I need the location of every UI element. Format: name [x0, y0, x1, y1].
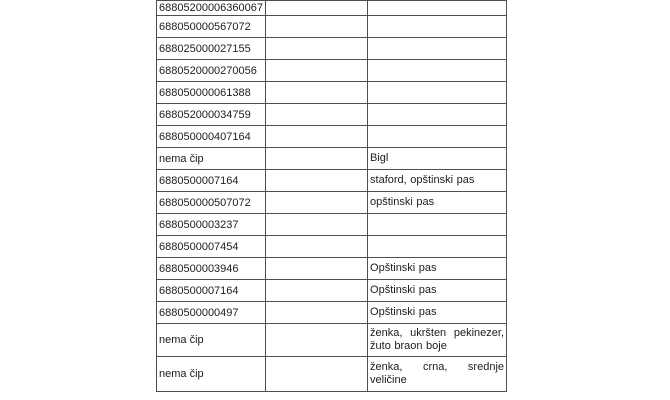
empty-cell	[266, 357, 368, 392]
chip-cell: 68805200006360067	[157, 1, 266, 16]
description-cell: Opštinski pas	[368, 302, 507, 324]
table-body	[157, 1, 507, 392]
table-row	[157, 258, 507, 280]
chip-cell: nema čip	[157, 148, 266, 170]
table-row	[157, 214, 507, 236]
empty-cell	[266, 214, 368, 236]
description-cell	[368, 104, 507, 126]
description-cell: ženka, crna, srednje veličine	[368, 357, 507, 392]
chip-cell: 688052000034759	[157, 104, 266, 126]
description-cell	[368, 60, 507, 82]
empty-cell	[266, 16, 368, 38]
description-cell	[368, 1, 507, 16]
table-row	[157, 236, 507, 258]
table-row	[157, 324, 507, 357]
description-cell: Opštinski pas	[368, 258, 507, 280]
chip-cell: 688050000507072	[157, 192, 266, 214]
chip-cell: 6880500007164	[157, 280, 266, 302]
chip-cell: 6880500003237	[157, 214, 266, 236]
table-row	[157, 280, 507, 302]
chip-cell: 6880500007164	[157, 170, 266, 192]
chip-cell: 688050000407164	[157, 126, 266, 148]
empty-cell	[266, 60, 368, 82]
description-cell	[368, 82, 507, 104]
table-row	[157, 1, 507, 16]
empty-cell	[266, 148, 368, 170]
dog-chip-registry-table	[156, 0, 507, 392]
description-cell: ženka, ukršten pekinezer, žuto braon boje	[368, 324, 507, 357]
chip-cell: 6880520000270056	[157, 60, 266, 82]
chip-cell: 6880500003946	[157, 258, 266, 280]
table-row	[157, 302, 507, 324]
empty-cell	[266, 82, 368, 104]
description-cell	[368, 236, 507, 258]
description-cell: opštinski pas	[368, 192, 507, 214]
description-cell: Bigl	[368, 148, 507, 170]
chip-cell: 6880500007454	[157, 236, 266, 258]
description-cell	[368, 126, 507, 148]
empty-cell	[266, 324, 368, 357]
empty-cell	[266, 170, 368, 192]
empty-cell	[266, 38, 368, 60]
empty-cell	[266, 192, 368, 214]
empty-cell	[266, 104, 368, 126]
chip-cell: 6880500000497	[157, 302, 266, 324]
table-row	[157, 60, 507, 82]
table-row	[157, 170, 507, 192]
empty-cell	[266, 126, 368, 148]
table-row	[157, 38, 507, 60]
empty-cell	[266, 302, 368, 324]
chip-cell: 688025000027155	[157, 38, 266, 60]
description-cell	[368, 214, 507, 236]
description-cell	[368, 38, 507, 60]
table-row	[157, 148, 507, 170]
empty-cell	[266, 280, 368, 302]
empty-cell	[266, 236, 368, 258]
description-cell: staford, opštinski pas	[368, 170, 507, 192]
description-cell: Opštinski pas	[368, 280, 507, 302]
chip-cell: nema čip	[157, 357, 266, 392]
chip-cell: 688050000567072	[157, 16, 266, 38]
table-row	[157, 104, 507, 126]
chip-cell: nema čip	[157, 324, 266, 357]
table-row	[157, 126, 507, 148]
empty-cell	[266, 258, 368, 280]
chip-cell: 688050000061388	[157, 82, 266, 104]
table-row	[157, 357, 507, 392]
description-cell	[368, 16, 507, 38]
empty-cell	[266, 1, 368, 16]
table-row	[157, 16, 507, 38]
table-row	[157, 82, 507, 104]
table-row	[157, 192, 507, 214]
